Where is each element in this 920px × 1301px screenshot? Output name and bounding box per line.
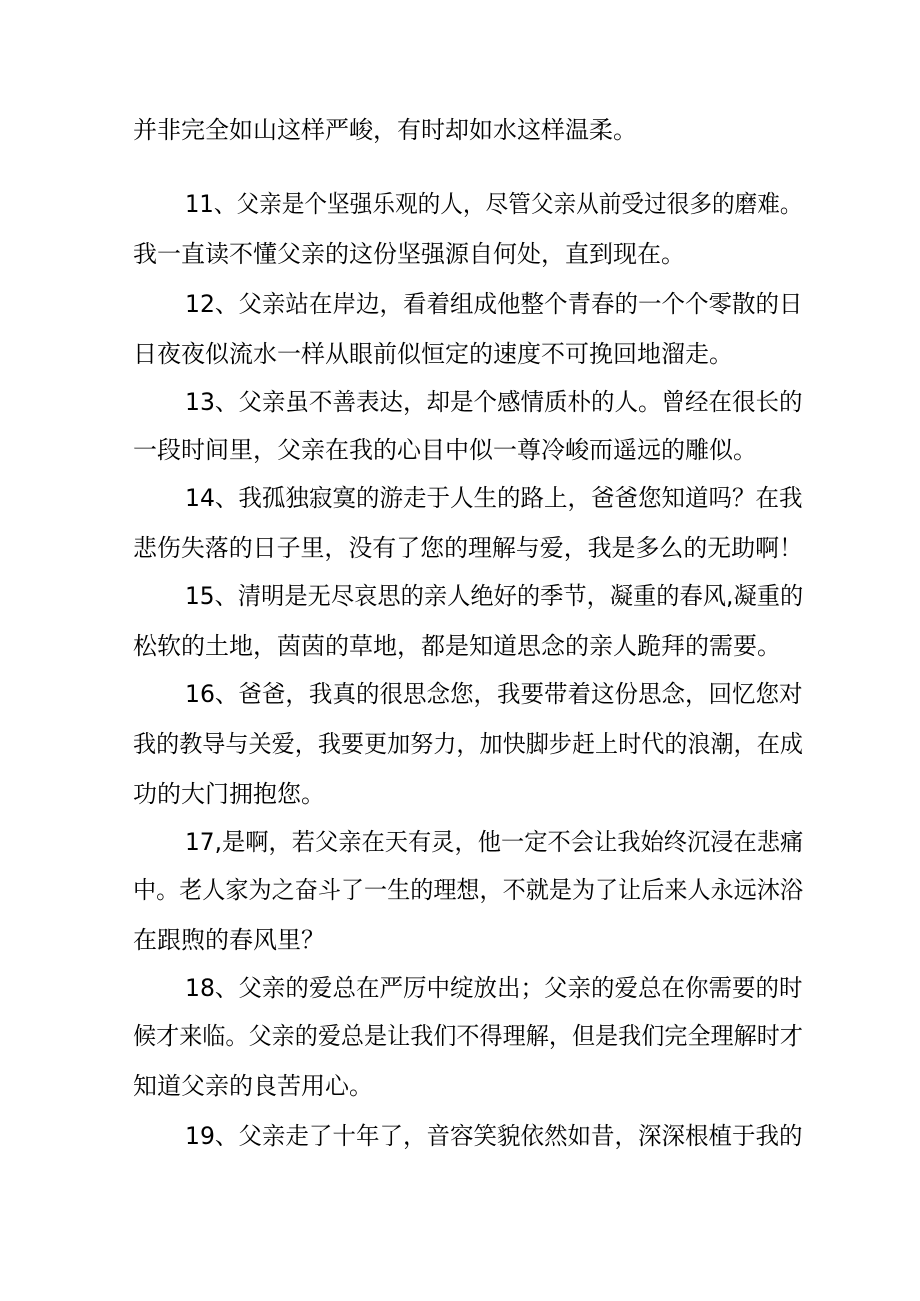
paragraph-line: 中。老人家为之奋斗了一生的理想，不就是为了让后来人永远沐浴 — [133, 876, 803, 904]
paragraph-line: 18、父亲的爱总在严厉中绽放出；父亲的爱总在你需要的时 — [185, 974, 803, 1002]
paragraph-line: 在跟煦的春风里？ — [133, 926, 325, 954]
paragraph-line: 17,是啊，若父亲在天有灵，他一定不会让我始终沉浸在悲痛 — [185, 828, 804, 856]
paragraph-line: 知道父亲的良苦用心。 — [133, 1072, 373, 1100]
paragraph-line: 我一直读不懂父亲的这份坚强源自何处，直到现在。 — [133, 240, 685, 268]
paragraph-line: 11、父亲是个坚强乐观的人，尽管父亲从前受过很多的磨难。 — [185, 190, 803, 218]
paragraph-line: 悲伤失落的日子里，没有了您的理解与爱，我是多么的无助啊！ — [133, 534, 803, 562]
paragraph-line: 16、爸爸，我真的很思念您，我要带着这份思念，回忆您对 — [185, 680, 803, 708]
paragraph-line: 候才来临。父亲的爱总是让我们不得理解，但是我们完全理解时才 — [133, 1022, 803, 1050]
paragraph-line: 一段时间里，父亲在我的心目中似一尊冷峻而遥远的雕似。 — [133, 436, 757, 464]
paragraph-line: 并非完全如山这样严峻，有时却如水这样温柔。 — [133, 116, 637, 144]
paragraph-line: 15、清明是无尽哀思的亲人绝好的季节，凝重的春风,凝重的 — [185, 582, 804, 610]
paragraph-line: 13、父亲虽不善表达，却是个感情质朴的人。曾经在很长的 — [185, 388, 803, 416]
paragraph-line: 19、父亲走了十年了，音容笑貌依然如昔，深深根植于我的 — [185, 1122, 803, 1150]
paragraph-line: 松软的土地，茵茵的草地，都是知道思念的亲人跪拜的需要。 — [133, 632, 781, 660]
paragraph-line: 日夜夜似流水一样从眼前似恒定的速度不可挽回地溜走。 — [133, 340, 733, 368]
paragraph-line: 14、我孤独寂寞的游走于人生的路上，爸爸您知道吗？在我 — [185, 484, 803, 512]
paragraph-line: 我的教导与关爱，我要更加努力，加快脚步赶上时代的浪潮，在成 — [133, 730, 803, 758]
paragraph-line: 12、父亲站在岸边，看着组成他整个青春的一个个零散的日 — [185, 290, 803, 318]
paragraph-line: 功的大门拥抱您。 — [133, 780, 325, 808]
